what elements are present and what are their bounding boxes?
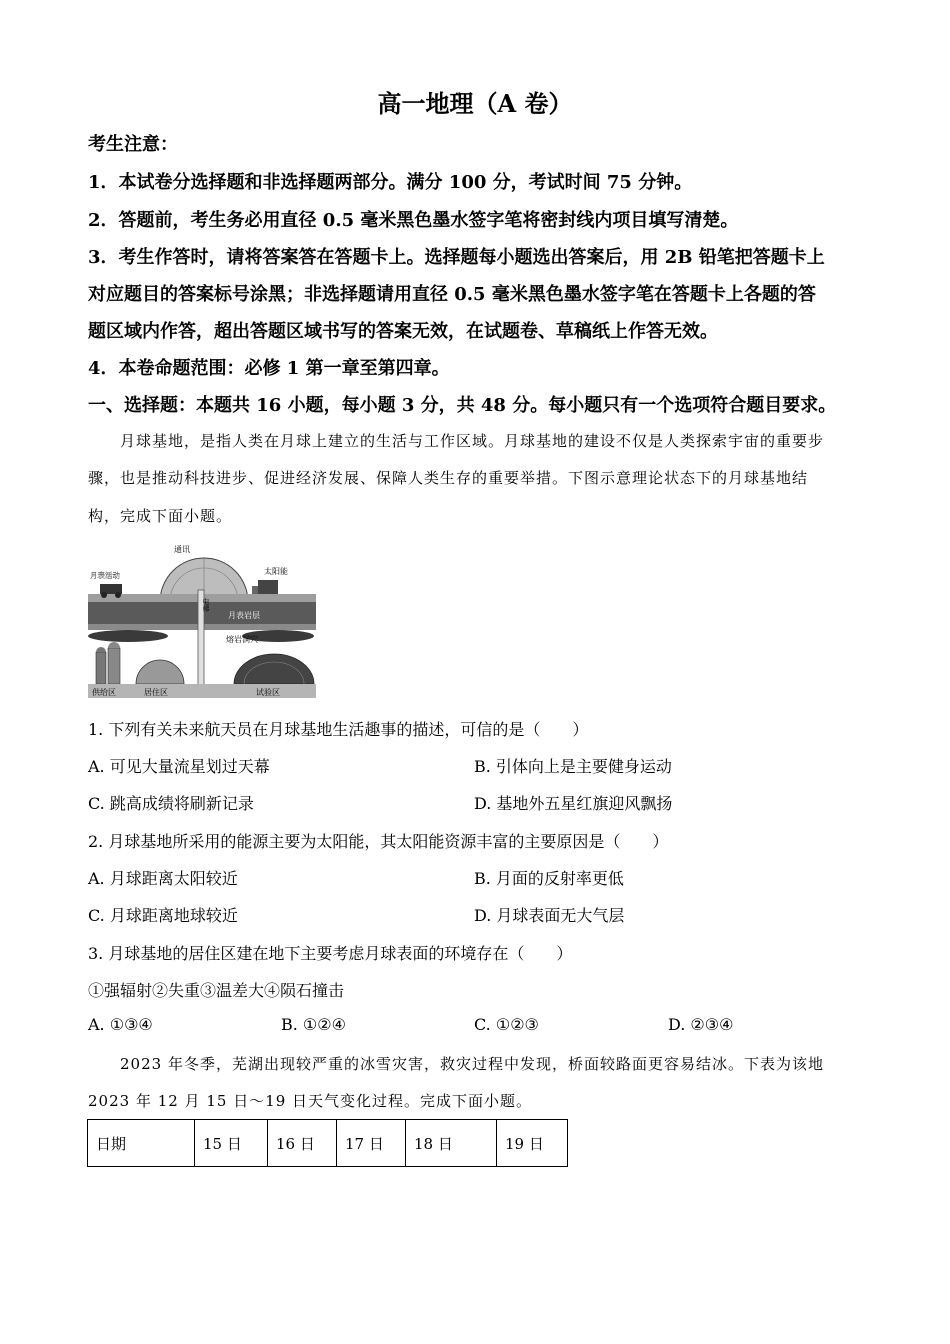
option: D. 基地外五星红旗迎风飘扬 [474,794,673,813]
option: C. 跳高成绩将刷新记录 [88,794,254,813]
label-comm: 通讯 [174,545,190,554]
label-lava: 熔岩洞穴 [226,635,258,644]
option: B. 月面的反射率更低 [474,869,624,888]
passage-line: 月球基地，是指人类在月球上建立的生活与工作区域。月球基地的建设不仅是人类探索宇宙的重要步 [120,432,825,450]
question-stem: 2. 月球基地所采用的能源主要为太阳能，其太阳能资源丰富的主要原因是（ ） [88,832,669,851]
weather-table [87,1119,568,1167]
option: B. ①②④ [281,1015,346,1034]
notice-item: 对应题目的答案标号涂黑；非选择题请用直径 0.5 毫米黑色墨水签字笔在答题卡上各题的答 [88,284,816,305]
option: D. 月球表面无大气层 [474,906,625,925]
option: B. 引体向上是主要健身运动 [474,757,672,776]
notice-item: 4．本卷命题范围：必修 1 第一章至第四章。 [88,358,450,379]
label-supply: 供给区 [92,688,116,697]
option: A. 可见大量流星划过天幕 [88,757,270,776]
passage-line: 骤，也是推动科技进步、促进经济发展、保障人类生存的重要举措。下图示意理论状态下的月球基地结 [88,469,809,487]
option: D. ②③④ [668,1015,734,1034]
table-cell: 19 日 [497,1120,568,1167]
passage-line: 构，完成下面小题。 [88,507,233,525]
notice-item: 3．考生作答时，请将答案答在答题卡上。选择题每小题选出答案后，用 2B 铅笔把答题卡上 [88,247,825,268]
question-stem: 3. 月球基地的居住区建在地下主要考虑月球表面的环境存在（ ） [88,944,573,963]
table-row [88,1120,568,1167]
label-elevator: 电梯 [202,598,210,612]
option: C. ①②③ [474,1015,539,1034]
table-cell: 日期 [88,1120,195,1167]
table-cell: 17 日 [337,1120,406,1167]
passage-line: 2023 年 12 月 15 日～19 日天气变化过程。完成下面小题。 [88,1092,533,1110]
option: A. 月球距离太阳较近 [88,869,238,888]
table-cell: 15 日 [195,1120,268,1167]
section-heading: 一、选择题：本题共 16 小题，每小题 3 分，共 48 分。每小题只有一个选项符合题目要求。 [88,395,837,416]
table-cell: 18 日 [406,1120,497,1167]
passage-line: 2023 年冬季，芜湖出现较严重的冰雪灾害，救灾过程中发现，桥面较路面更容易结冰。下表为该地 [120,1055,824,1073]
table-cell: 16 日 [268,1120,337,1167]
notice-heading: 考生注意： [88,134,178,155]
moon-base-diagram [88,540,316,698]
label-solar: 太阳能 [264,567,288,576]
page-title: 高一地理（A 卷） [377,89,573,118]
notice-item: 2．答题前，考生务必用直径 0.5 毫米黑色墨水签字笔将密封线内项目填写清楚。 [88,210,739,231]
option: C. 月球距离地球较近 [88,906,238,925]
notice-item: 1．本试卷分选择题和非选择题两部分。满分 100 分，考试时间 75 分钟。 [88,172,693,193]
label-living: 居住区 [144,688,168,697]
notice-item: 题区域内作答，超出答题区域书写的答案无效，在试题卷、草稿纸上作答无效。 [88,321,718,342]
question-stem: 1. 下列有关未来航天员在月球基地生活趣事的描述，可信的是（ ） [88,720,589,739]
label-activity: 月表活动 [90,571,120,580]
question-sub: ①强辐射②失重③温差大④陨石撞击 [88,981,345,1000]
label-test: 试验区 [256,688,280,697]
label-rock: 月表岩层 [228,611,260,620]
option: A. ①③④ [88,1015,153,1034]
